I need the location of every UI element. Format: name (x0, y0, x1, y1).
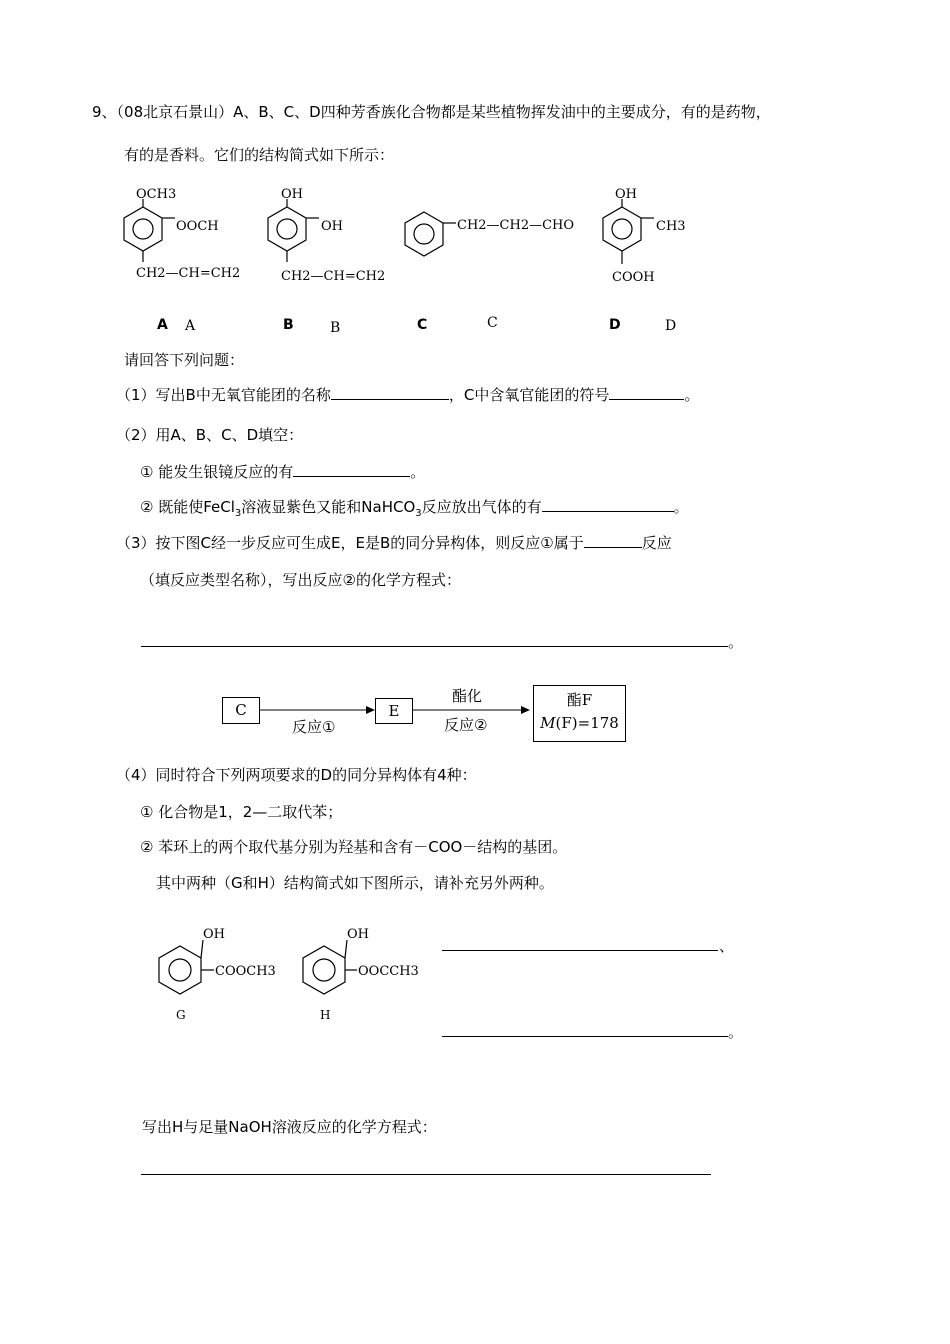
flow-box-f-line1: 酯F (566, 691, 593, 709)
structure-a-bottom: CH2—CH=CH2 (136, 266, 241, 281)
flow-box-f (533, 685, 626, 742)
q2-ii-line: ② 既能使FeCl$_3$溶液显紫色又能和NaHCO$_3$反应放出气体的有 。 (140, 498, 689, 519)
label-c-bold: C (417, 317, 428, 333)
q4-item-2: ② 苯环上的两个取代基分别为羟基和含有－COO－结构的基团。 (140, 838, 568, 856)
q5-answer-line[interactable] (141, 1174, 711, 1175)
structure-b-side: OH (321, 219, 343, 234)
q4-sep: 、 (719, 937, 735, 955)
question-intro-line1: 9、（08北京石景山）A、B、C、D四种芳香族化合物都是某些植物挥发油中的主要成分，有的是药物， (92, 103, 771, 121)
structure-h-top: OH (347, 927, 369, 942)
structure-g-side: COOCH3 (215, 964, 276, 979)
q3-line1: （3）按下图C经一步反应可生成E，E是B的同分异构体，则反应①属于 反应 (116, 534, 672, 552)
flow-arrow1-below: 反应① (292, 718, 336, 736)
q5-text: 写出H与足量NaOH溶液反应的化学方程式： (142, 1118, 437, 1136)
q1-line: （1）写出B中无氧官能团的名称 ，C中含氧官能团的符号 。 (116, 386, 700, 404)
flow-box-c: C (222, 697, 260, 724)
structure-c-chain: CH2—CH2—CHO (457, 218, 575, 233)
flow-arrow2-below: 反应② (444, 716, 488, 734)
structure-a-top: OCH3 (136, 187, 177, 202)
flow-box-f-line2: M(F)=178 (540, 714, 619, 732)
q3-end: 。 (728, 633, 744, 651)
label-b-bold: B (283, 317, 294, 333)
label-d-bold: D (609, 317, 621, 333)
label-c: C (487, 315, 498, 331)
q2-i-line: ① 能发生银镜反应的有 。 (140, 463, 426, 481)
q4-item-1: ① 化合物是1，2—二取代苯； (140, 803, 343, 821)
structure-b-top: OH (281, 187, 303, 202)
structure-d-side: CH3 (656, 219, 686, 234)
structure-h-side: OOCCH3 (358, 964, 419, 979)
q3-line2: （填反应类型名称），写出反应②的化学方程式： (140, 571, 461, 589)
structure-d-bottom: COOH (612, 270, 655, 285)
structure-h-label: H (320, 1008, 331, 1022)
q4-answer-line-2[interactable] (442, 1036, 728, 1037)
flow-arrow2-above: 酯化 (452, 687, 483, 705)
label-b: B (330, 320, 341, 336)
q4-head: （4）同时符合下列两项要求的D的同分异构体有4种： (116, 766, 477, 784)
label-a: A (185, 318, 196, 334)
label-a-bold: A (157, 317, 168, 333)
label-d: D (665, 318, 677, 334)
structure-g-top: OH (203, 927, 225, 942)
flow-box-e: E (375, 698, 413, 724)
structure-b-bottom: CH2—CH=CH2 (281, 269, 386, 284)
question-intro-line2: 有的是香料。它们的结构简式如下所示： (124, 146, 395, 164)
structure-a-side: OOCH (176, 219, 219, 234)
structure-g-label: G (176, 1008, 186, 1022)
q4-answer-line-1[interactable] (442, 950, 718, 951)
q4-end: 。 (728, 1023, 744, 1041)
structure-d-top: OH (615, 187, 637, 202)
q2-head: （2）用A、B、C、D填空： (116, 426, 304, 444)
q4-note: 其中两种（G和H）结构简式如下图所示，请补充另外两种。 (156, 874, 554, 892)
prompt: 请回答下列问题： (124, 351, 245, 369)
